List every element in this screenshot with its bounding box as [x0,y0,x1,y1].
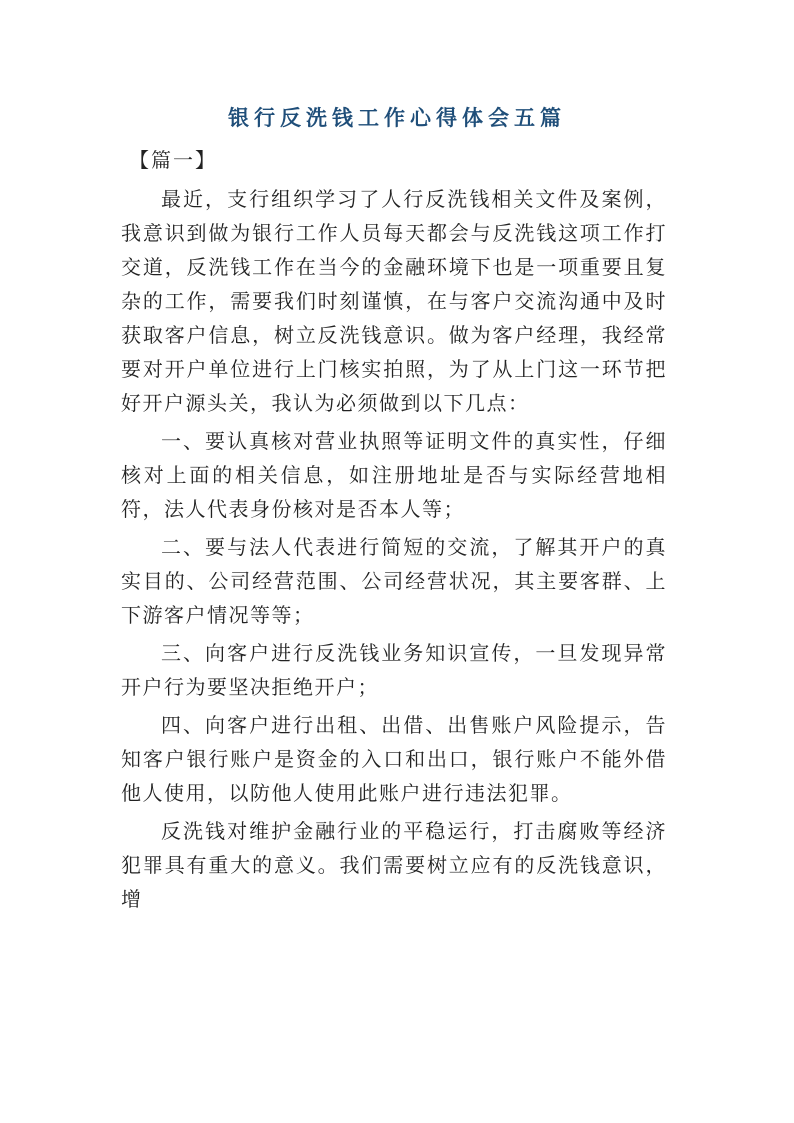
section-heading: 【篇一】 [129,148,217,172]
document-body [121,143,667,916]
paragraph-point-2: 二、要与法人代表进行简短的交流，了解其开户的真实目的、公司经营范围、公司经营状况，其主要客群、上下游客户情况等等； [121,535,667,627]
paragraph-conclusion: 反洗钱对维护金融行业的平稳运行，打击腐败等经济犯罪具有重大的意义。我们需要树立应有的反洗钱意识，增 [121,819,667,911]
paragraph-intro: 最近，支行组织学习了人行反洗钱相关文件及案例，我意识到做为银行工作人员每天都会与反洗钱这项工作打交道，反洗钱工作在当今的金融环境下也是一项重要且复杂的工作，需要我们时刻谨慎，在与客户交流沟通中及时获取客户信息，树立反洗钱意识。做为客户经理，我经常要对开户单位进行上门核实拍照，为了从上门这一环节把好开户源头关，我认为必须做到以下几点： [121,187,667,415]
paragraph-point-4: 四、向客户进行出租、出借、出售账户风险提示，告知客户银行账户是资金的入口和出口，银行账户不能外借他人使用，以防他人使用此账户进行违法犯罪。 [121,713,667,805]
paragraph-point-3: 三、向客户进行反洗钱业务知识宣传，一旦发现异常开户行为要坚决拒绝开户； [121,641,667,699]
paragraph-point-1: 一、要认真核对营业执照等证明文件的真实性，仔细核对上面的相关信息，如注册地址是否与实际经营地相符，法人代表身份核对是否本人等； [121,429,667,521]
document-title: 银行反洗钱工作心得体会五篇 [228,105,566,130]
